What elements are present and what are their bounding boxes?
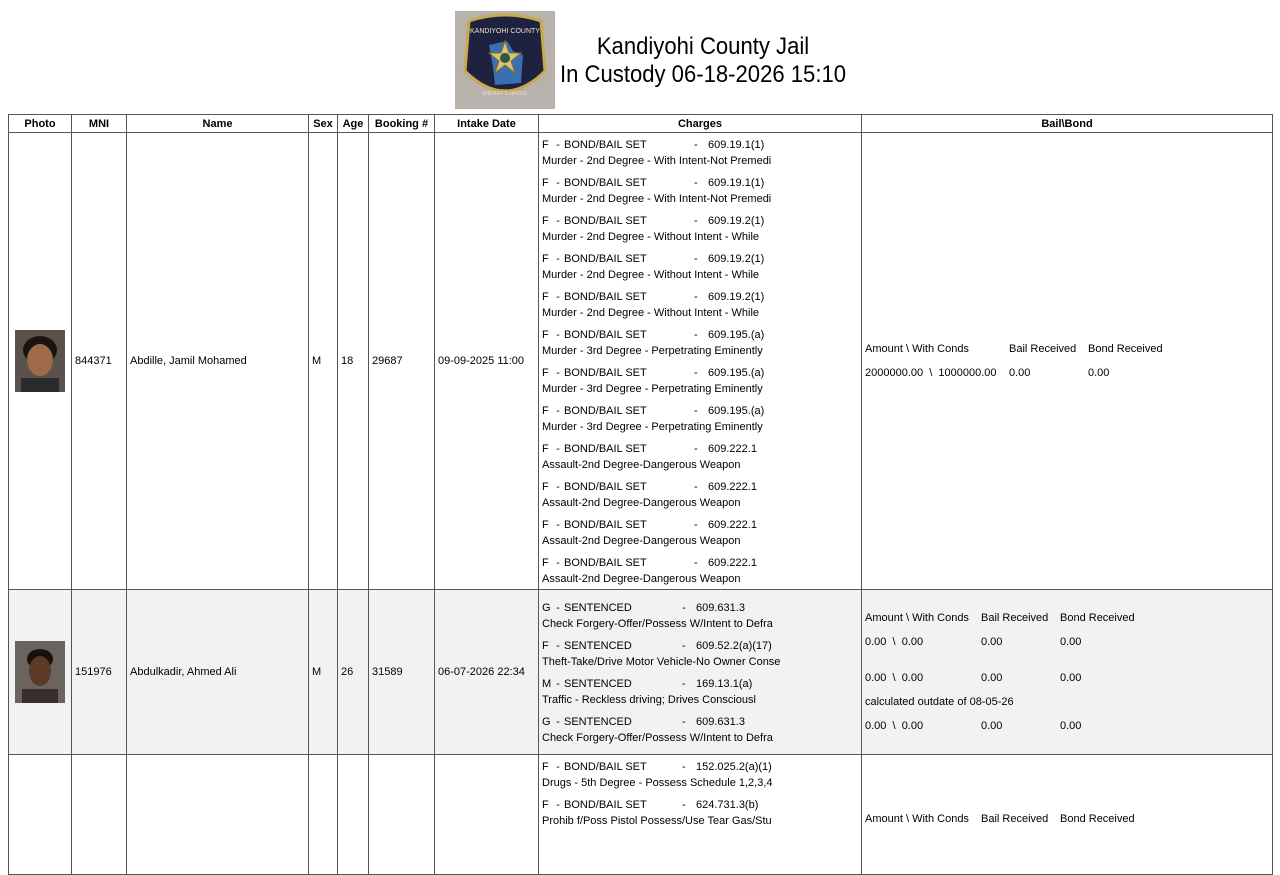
charge-entry: F - BOND/BAIL SET - 609.195.(a) Murder - 3rd Degree - Perpetrating Eminently	[542, 329, 765, 357]
bail-amount-row: 0.00 \ 0.00 0.00 0.00	[865, 720, 1082, 732]
bail-bond-cell	[862, 755, 1273, 875]
bail-header-row: Amount \ With Conds Bail Received Bond Received	[865, 343, 1163, 355]
bail-amount-row: 0.00 \ 0.00 0.00 0.00	[865, 636, 1082, 648]
column-header-photo: Photo	[9, 115, 72, 133]
name-cell: Abdille, Jamil Mohamed	[127, 133, 309, 590]
charge-entry: G - SENTENCED - 609.631.3 Check Forgery-Offer/Possess W/Intent to Defra	[542, 602, 773, 630]
bail-header-row: Amount \ With Conds Bail Received Bond Received	[865, 813, 1135, 825]
sex-cell: M	[309, 590, 338, 755]
booking-cell: 31589	[369, 590, 435, 755]
report-title	[560, 33, 846, 89]
table-row	[9, 590, 1273, 755]
column-header-name: Name	[127, 115, 309, 133]
charges-cell	[539, 590, 862, 755]
charge-entry: F - BOND/BAIL SET - 609.195.(a) Murder - 3rd Degree - Perpetrating Eminently	[542, 405, 765, 433]
charge-entry: G - SENTENCED - 609.631.3 Check Forgery-Offer/Possess W/Intent to Defra	[542, 716, 773, 744]
booking-cell	[369, 755, 435, 875]
charge-entry: M - SENTENCED - 169.13.1(a) Traffic - Reckless driving; Drives Consciousl	[542, 678, 756, 706]
mni-cell	[72, 755, 127, 875]
inmate-roster-table	[8, 114, 1273, 875]
column-header-mni: MNI	[72, 115, 127, 133]
column-header-charges: Charges	[539, 115, 862, 133]
charge-entry: F - BOND/BAIL SET - 609.19.2(1) Murder - 2nd Degree - Without Intent - While	[542, 253, 765, 281]
badge-text-top: KANDIYOHI COUNTY	[469, 28, 541, 35]
age-cell: 26	[338, 590, 369, 755]
charge-entry: F - SENTENCED - 609.52.2(a)(17) Theft-Take/Drive Motor Vehicle-No Owner Conse	[542, 640, 781, 668]
photo-cell	[9, 133, 72, 590]
charges-cell	[539, 755, 862, 875]
column-header-sex: Sex	[309, 115, 338, 133]
intake-date-cell: 09-09-2025 11:00	[435, 133, 539, 590]
table-row	[9, 133, 1273, 590]
sex-cell	[309, 755, 338, 875]
table-row	[9, 755, 1273, 875]
title-line-2: In Custody 06-18-2026 15:10	[560, 61, 847, 88]
charge-entry: F - BOND/BAIL SET - 609.222.1 Assault-2nd Degree-Dangerous Weapon	[542, 443, 757, 471]
column-header-age: Age	[338, 115, 369, 133]
table-header-row	[9, 115, 1273, 133]
inmate-photo[interactable]	[15, 330, 65, 392]
column-header-intake-date: Intake Date	[435, 115, 539, 133]
charge-entry: F - BOND/BAIL SET - 609.19.2(1) Murder - 2nd Degree - Without Intent - While	[542, 215, 765, 243]
intake-date-cell	[435, 755, 539, 875]
photo-cell	[9, 590, 72, 755]
charge-entry: F - BOND/BAIL SET - 152.025.2(a)(1) Drugs - 5th Degree - Possess Schedule 1,2,3,4	[542, 761, 773, 789]
sheriff-badge-logo	[455, 11, 555, 109]
charge-entry: F - BOND/BAIL SET - 624.731.3(b) Prohib f/Poss Pistol Possess/Use Tear Gas/Stu	[542, 799, 772, 827]
charges-cell	[539, 133, 862, 590]
bail-bond-cell	[862, 133, 1273, 590]
charge-entry: F - BOND/BAIL SET - 609.19.1(1) Murder - 2nd Degree - With Intent-Not Premedi	[542, 139, 772, 167]
charge-entry: F - BOND/BAIL SET - 609.19.2(1) Murder - 2nd Degree - Without Intent - While	[542, 291, 765, 319]
charge-entry: F - BOND/BAIL SET - 609.195.(a) Murder - 3rd Degree - Perpetrating Eminently	[542, 367, 765, 395]
charge-entry: F - BOND/BAIL SET - 609.222.1 Assault-2nd Degree-Dangerous Weapon	[542, 481, 757, 509]
bail-amount-row: 2000000.00 \ 1000000.00 0.00 0.00	[865, 367, 1110, 379]
charge-entry: F - BOND/BAIL SET - 609.222.1 Assault-2nd Degree-Dangerous Weapon	[542, 519, 757, 547]
bail-amount-row: 0.00 \ 0.00 0.00 0.00	[865, 672, 1082, 684]
age-cell: 18	[338, 133, 369, 590]
photo-cell	[9, 755, 72, 875]
badge-text-bottom: SHERIFF'S OFFICE	[482, 91, 528, 97]
mni-cell: 151976	[72, 590, 127, 755]
bail-bond-cell	[862, 590, 1273, 755]
name-cell	[127, 755, 309, 875]
charge-entry: F - BOND/BAIL SET - 609.19.1(1) Murder - 2nd Degree - With Intent-Not Premedi	[542, 177, 772, 205]
bail-header-row: Amount \ With Conds Bail Received Bond Received	[865, 612, 1135, 624]
title-line-1: Kandiyohi County Jail	[596, 33, 810, 60]
mni-cell: 844371	[72, 133, 127, 590]
booking-cell: 29687	[369, 133, 435, 590]
name-cell: Abdulkadir, Ahmed Ali	[127, 590, 309, 755]
sex-cell: M	[309, 133, 338, 590]
column-header-booking: Booking #	[369, 115, 435, 133]
intake-date-cell: 06-07-2026 22:34	[435, 590, 539, 755]
charge-entry: F - BOND/BAIL SET - 609.222.1 Assault-2nd Degree-Dangerous Weapon	[542, 557, 757, 585]
bail-note: calculated outdate of 08-05-26	[865, 696, 1014, 708]
column-header-bail-bond: Bail\Bond	[862, 115, 1273, 133]
age-cell	[338, 755, 369, 875]
report-header	[0, 0, 1280, 113]
inmate-photo[interactable]	[15, 641, 65, 703]
